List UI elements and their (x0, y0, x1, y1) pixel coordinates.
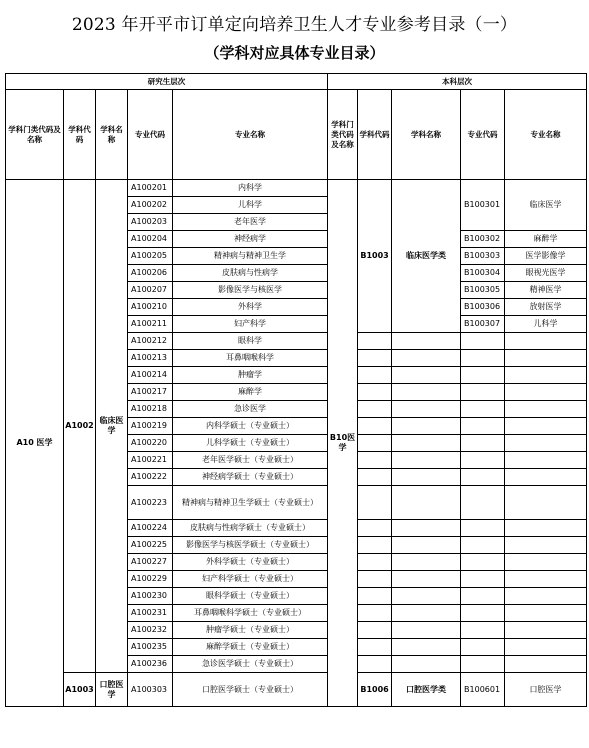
graduate-major-name: 妇产科学硕士（专业硕士） (173, 571, 328, 588)
empty-cell (392, 656, 461, 673)
graduate-subject-code: A1002 (64, 180, 96, 673)
graduate-major-code: A100203 (128, 214, 173, 231)
graduate-major-name: 内科学硕士（专业硕士） (173, 418, 328, 435)
empty-cell (461, 333, 505, 350)
graduate-major-name: 肿瘤学 (173, 367, 328, 384)
undergrad-major-name: 儿科学 (505, 316, 587, 333)
empty-cell (505, 656, 587, 673)
undergrad-major-name: 放射医学 (505, 299, 587, 316)
undergrad-major-code: B100301 (461, 180, 505, 231)
undergrad-level-heading: 本科层次 (328, 74, 587, 90)
graduate-major-code: A100222 (128, 469, 173, 486)
empty-cell (358, 571, 392, 588)
empty-cell (461, 401, 505, 418)
graduate-major-code: A100231 (128, 605, 173, 622)
empty-cell (392, 622, 461, 639)
empty-cell (358, 588, 392, 605)
empty-cell (392, 639, 461, 656)
graduate-major-code: A100212 (128, 333, 173, 350)
empty-cell (461, 605, 505, 622)
undergrad-major-name: 医学影像学 (505, 248, 587, 265)
graduate-major-code: A100210 (128, 299, 173, 316)
column-header: 专业代码 (461, 90, 505, 180)
graduate-major-name: 眼科学 (173, 333, 328, 350)
empty-cell (505, 384, 587, 401)
empty-cell (358, 605, 392, 622)
graduate-major-name: 老年医学硕士（专业硕士） (173, 452, 328, 469)
empty-cell (358, 469, 392, 486)
empty-cell (505, 554, 587, 571)
graduate-major-code: A100201 (128, 180, 173, 197)
graduate-subject-name: 口腔医学 (96, 673, 128, 707)
empty-cell (358, 622, 392, 639)
graduate-major-code: A100235 (128, 639, 173, 656)
graduate-major-code: A100204 (128, 231, 173, 248)
empty-cell (505, 588, 587, 605)
empty-cell (392, 401, 461, 418)
graduate-level-heading: 研究生层次 (6, 74, 328, 90)
graduate-major-name: 妇产科学 (173, 316, 328, 333)
empty-cell (461, 367, 505, 384)
empty-cell (505, 333, 587, 350)
undergrad-subject-code: B1003 (358, 180, 392, 333)
column-header: 学科名称 (96, 90, 128, 180)
graduate-major-name: 精神病与精神卫生学硕士（专业硕士） (173, 486, 328, 520)
empty-cell (358, 554, 392, 571)
column-header: 学科门类代码及名称 (6, 90, 64, 180)
empty-cell (392, 571, 461, 588)
undergrad-major-code: B100601 (461, 673, 505, 707)
graduate-major-code: A100229 (128, 571, 173, 588)
empty-cell (461, 384, 505, 401)
empty-cell (461, 418, 505, 435)
empty-cell (505, 401, 587, 418)
empty-cell (358, 639, 392, 656)
column-header: 学科代码 (358, 90, 392, 180)
graduate-major-code: A100207 (128, 282, 173, 299)
undergrad-major-name: 眼视光医学 (505, 265, 587, 282)
empty-cell (505, 622, 587, 639)
graduate-major-code: A100205 (128, 248, 173, 265)
graduate-major-code: A100232 (128, 622, 173, 639)
empty-cell (505, 571, 587, 588)
empty-cell (461, 656, 505, 673)
empty-cell (358, 384, 392, 401)
graduate-major-code: A100230 (128, 588, 173, 605)
empty-cell (392, 554, 461, 571)
empty-cell (505, 639, 587, 656)
column-header: 学科代码 (64, 90, 96, 180)
graduate-major-name: 精神病与精神卫生学 (173, 248, 328, 265)
graduate-subject-name: 临床医学 (96, 180, 128, 673)
graduate-major-code: A100236 (128, 656, 173, 673)
graduate-major-code: A100227 (128, 554, 173, 571)
graduate-major-code: A100224 (128, 520, 173, 537)
undergrad-major-code: B100306 (461, 299, 505, 316)
empty-cell (392, 588, 461, 605)
graduate-major-name: 外科学 (173, 299, 328, 316)
empty-cell (505, 520, 587, 537)
undergrad-major-code: B100304 (461, 265, 505, 282)
empty-cell (505, 418, 587, 435)
column-header: 学科名称 (392, 90, 461, 180)
empty-cell (392, 384, 461, 401)
graduate-major-name: 皮肤病与性病学 (173, 265, 328, 282)
undergrad-major-name: 精神医学 (505, 282, 587, 299)
empty-cell (392, 605, 461, 622)
empty-cell (505, 367, 587, 384)
empty-cell (392, 486, 461, 520)
graduate-category: A10 医学 (6, 180, 64, 707)
undergrad-subject-name: 临床医学类 (392, 180, 461, 333)
graduate-major-name: 麻醉学硕士（专业硕士） (173, 639, 328, 656)
catalog-table (5, 73, 587, 707)
undergrad-major-code: B100307 (461, 316, 505, 333)
graduate-subject-code: A1003 (64, 673, 96, 707)
graduate-major-name: 老年医学 (173, 214, 328, 231)
column-header: 专业代码 (128, 90, 173, 180)
empty-cell (358, 520, 392, 537)
empty-cell (358, 401, 392, 418)
graduate-major-name: 影像医学与核医学 (173, 282, 328, 299)
graduate-major-code: A100220 (128, 435, 173, 452)
undergrad-category: B10医学 (328, 180, 358, 707)
empty-cell (358, 435, 392, 452)
graduate-major-name: 儿科学硕士（专业硕士） (173, 435, 328, 452)
graduate-major-code: A100223 (128, 486, 173, 520)
empty-cell (505, 350, 587, 367)
empty-cell (358, 350, 392, 367)
empty-cell (505, 452, 587, 469)
empty-cell (392, 452, 461, 469)
empty-cell (505, 537, 587, 554)
empty-cell (461, 554, 505, 571)
column-header: 专业名称 (505, 90, 587, 180)
empty-cell (392, 418, 461, 435)
empty-cell (461, 622, 505, 639)
page-title: 2023 年开平市订单定向培养卫生人才专业参考目录（一） (71, 15, 518, 35)
empty-cell (392, 469, 461, 486)
graduate-major-name: 眼科学硕士（专业硕士） (173, 588, 328, 605)
graduate-major-code: A100206 (128, 265, 173, 282)
empty-cell (461, 435, 505, 452)
graduate-major-code: A100221 (128, 452, 173, 469)
undergrad-major-name: 麻醉学 (505, 231, 587, 248)
empty-cell (392, 333, 461, 350)
empty-cell (461, 537, 505, 554)
graduate-major-code: A100213 (128, 350, 173, 367)
empty-cell (392, 537, 461, 554)
graduate-major-name: 神经病学硕士（专业硕士） (173, 469, 328, 486)
column-header: 学科门类代码及名称 (328, 90, 358, 180)
empty-cell (358, 418, 392, 435)
empty-cell (461, 486, 505, 520)
graduate-major-name: 神经病学 (173, 231, 328, 248)
empty-cell (505, 469, 587, 486)
empty-cell (358, 367, 392, 384)
page-subtitle: （学科对应具体专业目录） (204, 44, 385, 62)
empty-cell (392, 520, 461, 537)
graduate-major-name: 麻醉学 (173, 384, 328, 401)
empty-cell (505, 605, 587, 622)
empty-cell (505, 486, 587, 520)
graduate-major-code: A100202 (128, 197, 173, 214)
graduate-major-code: A100218 (128, 401, 173, 418)
undergrad-major-code: B100302 (461, 231, 505, 248)
graduate-major-name: 耳鼻咽喉科学 (173, 350, 328, 367)
graduate-major-name: 口腔医学硕士（专业硕士） (173, 673, 328, 707)
empty-cell (358, 486, 392, 520)
empty-cell (392, 435, 461, 452)
empty-cell (505, 435, 587, 452)
undergrad-major-code: B100303 (461, 248, 505, 265)
graduate-major-name: 儿科学 (173, 197, 328, 214)
empty-cell (461, 588, 505, 605)
empty-cell (358, 537, 392, 554)
undergrad-major-name: 口腔医学 (505, 673, 587, 707)
graduate-major-code: A100303 (128, 673, 173, 707)
empty-cell (392, 350, 461, 367)
graduate-major-name: 影像医学与核医学硕士（专业硕士） (173, 537, 328, 554)
empty-cell (461, 452, 505, 469)
undergrad-subject-code: B1006 (358, 673, 392, 707)
empty-cell (358, 656, 392, 673)
empty-cell (461, 469, 505, 486)
graduate-major-name: 外科学硕士（专业硕士） (173, 554, 328, 571)
graduate-major-code: A100217 (128, 384, 173, 401)
undergrad-major-code: B100305 (461, 282, 505, 299)
graduate-major-code: A100211 (128, 316, 173, 333)
graduate-major-code: A100225 (128, 537, 173, 554)
empty-cell (461, 639, 505, 656)
empty-cell (461, 350, 505, 367)
graduate-major-name: 肿瘤学硕士（专业硕士） (173, 622, 328, 639)
empty-cell (358, 333, 392, 350)
graduate-major-code: A100219 (128, 418, 173, 435)
empty-cell (358, 452, 392, 469)
empty-cell (461, 520, 505, 537)
empty-cell (392, 367, 461, 384)
graduate-major-name: 急诊医学硕士（专业硕士） (173, 656, 328, 673)
graduate-major-name: 急诊医学 (173, 401, 328, 418)
undergrad-major-name: 临床医学 (505, 180, 587, 231)
graduate-major-code: A100214 (128, 367, 173, 384)
graduate-major-name: 皮肤病与性病学硕士（专业硕士） (173, 520, 328, 537)
column-header: 专业名称 (173, 90, 328, 180)
graduate-major-name: 内科学 (173, 180, 328, 197)
graduate-major-name: 耳鼻咽喉科学硕士（专业硕士） (173, 605, 328, 622)
undergrad-subject-name: 口腔医学类 (392, 673, 461, 707)
empty-cell (461, 571, 505, 588)
